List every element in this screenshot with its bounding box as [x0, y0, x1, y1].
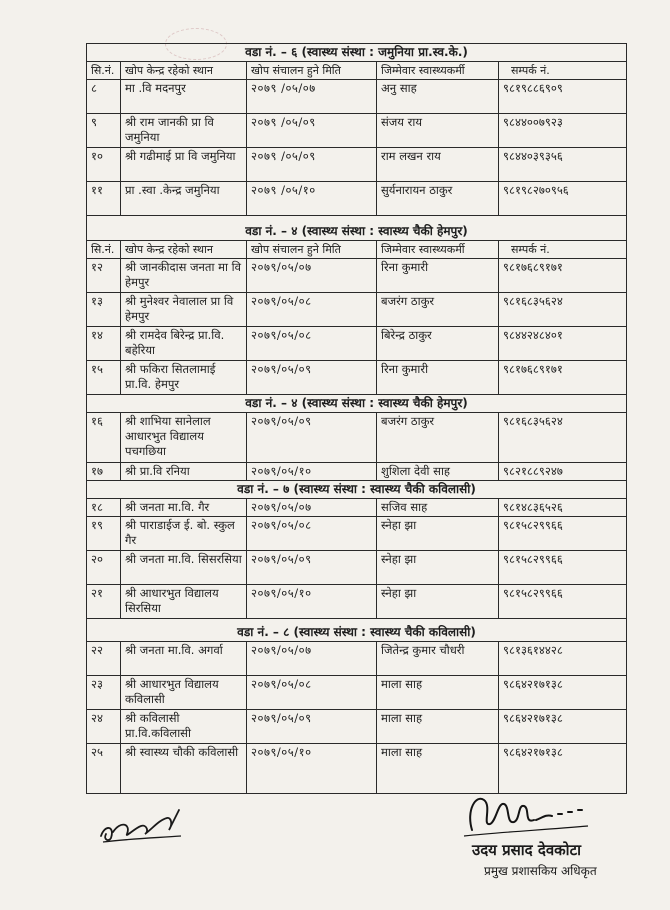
row-date: २०७९/०५/०९: [247, 413, 377, 463]
officer-signature: [462, 790, 592, 844]
row-serial: २५: [87, 744, 121, 794]
vaccination-schedule-table: [86, 43, 627, 794]
row-date: २०७९/०५/०७: [247, 259, 377, 293]
row-phone: ९८४४२४८४०१: [499, 327, 627, 361]
row-date: २०७९/०५/०९: [247, 710, 377, 744]
row-worker: माला साह: [377, 710, 499, 744]
row-site: श्री जनता मा.वि. सिसरसिया: [121, 551, 247, 585]
row-site: श्री मुनेश्वर नेवालाल प्रा वि हेमपुर: [121, 293, 247, 327]
section-title: वडा नं. – ६ (स्वास्थ्य संस्था : जमुनिया प्रा.स्व.के.): [87, 44, 627, 62]
row-worker: बिरेन्द्र ठाकुर: [377, 327, 499, 361]
row-worker: रिना कुमारी: [377, 361, 499, 395]
row-date: २०७९/०५/०७: [247, 642, 377, 676]
section-title: वडा नं. – ८ (स्वास्थ्य संस्था : स्वास्थ्य चैकी कविलासी): [87, 619, 627, 642]
signatory-title: प्रमुख प्रशासकिय अधिकृत: [484, 864, 597, 878]
table-row: [87, 148, 627, 182]
table-row: [87, 114, 627, 148]
row-phone: ९८१७६८९१७१: [499, 361, 627, 395]
header-worker: जिम्मेवार स्वास्थ्यकर्मी: [377, 241, 499, 259]
row-site: मा .वि मदनपुर: [121, 80, 247, 114]
row-worker: अनु साह: [377, 80, 499, 114]
row-worker: सुर्यनारायन ठाकुर: [377, 182, 499, 216]
table-row: [87, 585, 627, 619]
row-serial: १६: [87, 413, 121, 463]
row-site: श्री आधारभुत विद्यालय कविलासी: [121, 676, 247, 710]
row-worker: बजरंग ठाकुर: [377, 413, 499, 463]
row-worker: स्नेहा झा: [377, 517, 499, 551]
row-worker: जितेन्द्र कुमार चौधरी: [377, 642, 499, 676]
row-date: २०७९/०५/०९: [247, 551, 377, 585]
row-date: २०७९/०५/०८: [247, 517, 377, 551]
row-worker: संजय राय: [377, 114, 499, 148]
table-row: [87, 361, 627, 395]
row-date: २०७९/०५/०८: [247, 293, 377, 327]
row-date: २०७९ /०५/०९: [247, 114, 377, 148]
row-site: श्री जनता मा.वि. अगर्वा: [121, 642, 247, 676]
row-phone: ९८१९८२७०९५६: [499, 182, 627, 216]
row-phone: ९८१३६१४४२८: [499, 642, 627, 676]
section-title: वडा नं. – ४ (स्वास्थ्य संस्था : स्वास्थ्य चैकी हेमपुर): [87, 216, 627, 241]
row-phone: ९८२१८८९२४७: [499, 463, 627, 481]
row-site: श्री गढीमाई प्रा वि जमुनिया: [121, 148, 247, 182]
row-worker: राम लखन राय: [377, 148, 499, 182]
table-row: [87, 551, 627, 585]
row-site: श्री शाभिया सानेलाल आधारभुत विद्यालय पचगछिया: [121, 413, 247, 463]
row-phone: ९८१६८३५६२४: [499, 293, 627, 327]
row-date: २०७९/०५/१०: [247, 744, 377, 794]
header-row: [87, 62, 627, 80]
row-phone: ९८१७६८९१७१: [499, 259, 627, 293]
table-row: [87, 499, 627, 517]
table-row: [87, 80, 627, 114]
row-date: २०७९/०५/१०: [247, 585, 377, 619]
section-title-row: [87, 44, 627, 62]
row-serial: १५: [87, 361, 121, 395]
header-site: खोप केन्द्र रहेको स्थान: [121, 62, 247, 80]
row-serial: १७: [87, 463, 121, 481]
row-serial: १२: [87, 259, 121, 293]
row-site: प्रा .स्वा .केन्द्र जमुनिया: [121, 182, 247, 216]
table-row: [87, 182, 627, 216]
row-phone: ९८४४०३९३५६: [499, 148, 627, 182]
row-serial: ११: [87, 182, 121, 216]
row-serial: ९: [87, 114, 121, 148]
section-title-row: [87, 481, 627, 499]
row-site: श्री आधारभुत विद्यालय सिरसिया: [121, 585, 247, 619]
table-row: [87, 710, 627, 744]
row-serial: ८: [87, 80, 121, 114]
row-worker: माला साह: [377, 676, 499, 710]
section-title-row: [87, 619, 627, 642]
row-date: २०७९/०५/०७: [247, 499, 377, 517]
row-worker: स्नेहा झा: [377, 585, 499, 619]
row-date: २०७९/०५/०८: [247, 676, 377, 710]
header-date: खोप संचालन हुने मिति: [247, 62, 377, 80]
row-phone: ९८१६८३५६२४: [499, 413, 627, 463]
row-site: श्री जानकीदास जनता मा वि हेमपुर: [121, 259, 247, 293]
signatory-name: उदय प्रसाद देवकोटा: [472, 841, 582, 859]
row-worker: शुशिला देवी साह: [377, 463, 499, 481]
row-worker: माला साह: [377, 744, 499, 794]
table-row: [87, 413, 627, 463]
row-serial: १४: [87, 327, 121, 361]
row-phone: ९८१५८२९९६६: [499, 517, 627, 551]
row-serial: १८: [87, 499, 121, 517]
row-site: श्री जनता मा.वि. गैर: [121, 499, 247, 517]
row-date: २०७९/०५/१०: [247, 463, 377, 481]
row-worker: स्नेहा झा: [377, 551, 499, 585]
header-worker: जिम्मेवार स्वास्थ्यकर्मी: [377, 62, 499, 80]
table-row: [87, 744, 627, 794]
row-worker: सजिव साह: [377, 499, 499, 517]
header-contact: सम्पर्क नं.: [499, 241, 627, 259]
row-phone: ९८६४२१७१३८: [499, 676, 627, 710]
header-serial: सि.नं.: [87, 62, 121, 80]
section-title-row: [87, 395, 627, 413]
row-phone: ९८१५८२९९६६: [499, 551, 627, 585]
row-site: श्री कविलासी प्रा.वि.कविलासी: [121, 710, 247, 744]
table-row: [87, 293, 627, 327]
row-serial: २४: [87, 710, 121, 744]
row-phone: ९८६४२१७१३८: [499, 744, 627, 794]
row-phone: ९८१९८८६९०९: [499, 80, 627, 114]
header-serial: सि.नं.: [87, 241, 121, 259]
table-row: [87, 676, 627, 710]
table-row: [87, 517, 627, 551]
row-date: २०७९ /०५/१०: [247, 182, 377, 216]
row-serial: २१: [87, 585, 121, 619]
row-site: श्री प्रा.वि रनिया: [121, 463, 247, 481]
row-serial: २२: [87, 642, 121, 676]
row-worker: बजरंग ठाकुर: [377, 293, 499, 327]
header-contact: सम्पर्क नं.: [499, 62, 627, 80]
section-title: वडा नं. – ४ (स्वास्थ्य संस्था : स्वास्थ्य चैकी हेमपुर): [87, 395, 627, 413]
row-site: श्री राम जानकी प्रा वि जमुनिया: [121, 114, 247, 148]
section-title: वडा नं. – ७ (स्वास्थ्य संस्था : स्वास्थ्य चैकी कविलासी): [87, 481, 627, 499]
header-site: खोप केन्द्र रहेको स्थान: [121, 241, 247, 259]
row-worker: रिना कुमारी: [377, 259, 499, 293]
section-title-row: [87, 216, 627, 241]
table-row: [87, 327, 627, 361]
row-site: श्री रामदेव बिरेन्द्र प्रा.वि. बहेरिया: [121, 327, 247, 361]
row-serial: २३: [87, 676, 121, 710]
row-serial: १९: [87, 517, 121, 551]
row-phone: ९८१५८२९९६६: [499, 585, 627, 619]
table-row: [87, 259, 627, 293]
row-phone: ९८१४८३६५२६: [499, 499, 627, 517]
header-date: खोप संचालन हुने मिति: [247, 241, 377, 259]
table-row: [87, 642, 627, 676]
table-row: [87, 463, 627, 481]
row-phone: ९८६४२१७१३८: [499, 710, 627, 744]
row-serial: १०: [87, 148, 121, 182]
row-serial: २०: [87, 551, 121, 585]
row-date: २०७९ /०५/०९: [247, 148, 377, 182]
row-date: २०७९/०५/०९: [247, 361, 377, 395]
row-date: २०७९/०५/०८: [247, 327, 377, 361]
row-site: श्री स्वास्थ्य चौकी कविलासी: [121, 744, 247, 794]
row-site: श्री पाराडाईज ई. बो. स्कुल गैर: [121, 517, 247, 551]
initials-signature-left: [97, 806, 187, 850]
row-serial: १३: [87, 293, 121, 327]
row-site: श्री फकिरा सितलामाई प्रा.वि. हेमपुर: [121, 361, 247, 395]
header-row: [87, 241, 627, 259]
row-phone: ९८४४००७९२३: [499, 114, 627, 148]
row-date: २०७९ /०५/०७: [247, 80, 377, 114]
